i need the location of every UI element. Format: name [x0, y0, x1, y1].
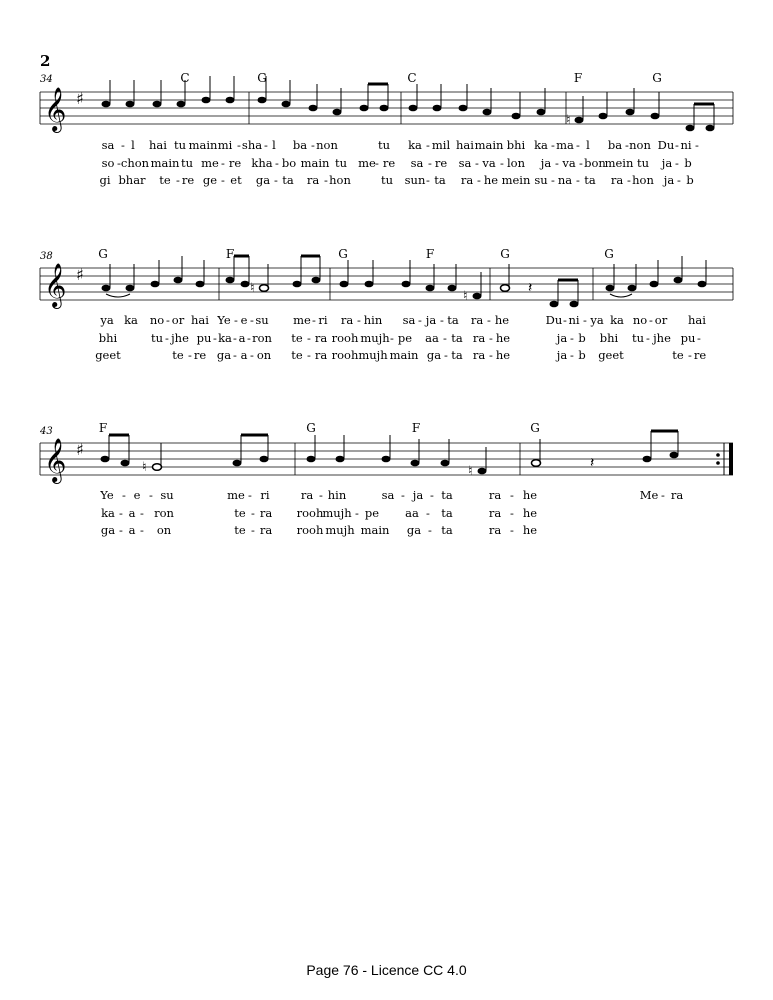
svg-text:𝄽: 𝄽: [528, 280, 533, 296]
lyric-syllable: mein: [604, 156, 634, 170]
lyric-syllable: ta: [441, 523, 453, 537]
lyric-syllable: bo: [281, 156, 297, 170]
lyric-syllable: -: [430, 488, 434, 502]
lyric-syllable: ni: [568, 313, 580, 327]
lyric-syllable: -: [324, 173, 328, 187]
lyric-syllable: va: [482, 156, 496, 170]
lyric-syllable: -: [426, 138, 430, 152]
lyric-syllable: -: [418, 313, 422, 327]
lyric-syllable: ja: [425, 313, 437, 327]
chord-symbol: G: [604, 247, 614, 261]
chord-symbol: F: [225, 247, 235, 261]
lyric-syllable: Ye: [100, 488, 114, 502]
lyric-syllable: hin: [327, 488, 347, 502]
lyric-syllable: bhar: [118, 173, 146, 187]
lyric-syllable: mujh: [360, 331, 390, 345]
lyric-syllable: ra: [340, 313, 354, 327]
lyric-syllable: he: [495, 348, 511, 362]
lyric-syllable: e: [240, 313, 248, 327]
lyric-syllable: -: [677, 173, 681, 187]
lyric-syllable: -: [440, 313, 444, 327]
lyric-syllable: sa: [402, 313, 416, 327]
lyric-syllable: so: [101, 156, 115, 170]
lyric-syllable: -: [583, 313, 587, 327]
lyric-syllable: -: [489, 331, 493, 345]
lyric-syllable: hai: [191, 313, 209, 327]
lyric-syllable: su: [160, 488, 174, 502]
lyric-syllable: or: [654, 313, 668, 327]
lyric-syllable: -: [149, 488, 153, 502]
chord-symbol: F: [411, 421, 421, 435]
chord-symbol: F: [573, 71, 583, 85]
lyric-syllable: -: [428, 523, 432, 537]
lyric-syllable: sa: [381, 488, 395, 502]
lyric-syllable: -: [551, 173, 555, 187]
svg-text:♮: ♮: [463, 289, 468, 304]
lyric-syllable: -: [250, 313, 254, 327]
lyric-syllable: b: [578, 348, 586, 362]
lyric-syllable: su: [255, 313, 269, 327]
lyric-syllable: -: [487, 313, 491, 327]
lyric-syllable: main: [188, 138, 218, 152]
lyric-syllable: kha: [251, 156, 273, 170]
lyric-syllable: -: [250, 348, 254, 362]
lyric-syllable: -: [176, 173, 180, 187]
lyric-syllable: geet: [95, 348, 121, 362]
lyric-syllable: ra: [488, 488, 502, 502]
lyric-syllable: pu: [196, 331, 212, 345]
lyric-syllable: ga: [406, 523, 422, 537]
lyric-syllable: ga: [426, 348, 442, 362]
lyric-syllable: -: [625, 138, 629, 152]
lyric-syllable: ra: [259, 523, 273, 537]
chord-symbol: G: [338, 247, 348, 261]
lyric-syllable: -: [140, 506, 144, 520]
chord-symbol: F: [425, 247, 435, 261]
lyric-syllable: mujh: [322, 506, 352, 520]
lyric-syllable: te: [172, 348, 184, 362]
lyric-syllable: -: [477, 173, 481, 187]
lyric-syllable: -: [579, 156, 583, 170]
lyric-syllable: main: [389, 348, 419, 362]
lyric-syllable: -: [510, 488, 514, 502]
lyric-syllable: ra: [300, 488, 314, 502]
lyric-syllable: -: [570, 331, 574, 345]
lyric-syllable: te: [291, 348, 303, 362]
lyric-syllable: rooh: [296, 523, 324, 537]
lyric-syllable: ra: [460, 173, 474, 187]
lyric-syllable: tu: [380, 173, 394, 187]
lyric-syllable: l: [272, 138, 276, 152]
sharp-icon: ♯: [76, 440, 84, 459]
lyric-syllable: he: [522, 506, 538, 520]
lyric-syllable: aa: [405, 506, 419, 520]
lyric-syllable: mein: [501, 173, 531, 187]
lyric-syllable: pe: [364, 506, 380, 520]
lyric-syllable: hon: [632, 173, 654, 187]
lyric-syllable: re: [181, 173, 195, 187]
lyric-syllable: -: [675, 138, 679, 152]
lyric-syllable: -: [551, 138, 555, 152]
treble-clef-icon: 𝄞: [44, 263, 67, 307]
lyric-syllable: ja: [661, 156, 673, 170]
lyric-syllable: sha: [241, 138, 263, 152]
lyric-syllable: -: [444, 348, 448, 362]
lyric-syllable: or: [171, 313, 185, 327]
lyric-syllable: hon: [329, 173, 351, 187]
lyric-syllable: non: [629, 138, 651, 152]
lyric-syllable: main: [150, 156, 180, 170]
lyric-syllable: mujh: [325, 523, 355, 537]
lyric-syllable: ra: [470, 313, 484, 327]
lyric-syllable: -: [275, 156, 279, 170]
lyric-syllable: te: [291, 331, 303, 345]
lyric-syllable: ge: [202, 173, 218, 187]
lyric-syllable: ri: [318, 313, 328, 327]
lyric-syllable: chon: [120, 156, 150, 170]
lyric-syllable: -: [555, 156, 559, 170]
lyric-syllable: -: [247, 331, 251, 345]
lyric-syllable: -: [221, 156, 225, 170]
lyric-syllable: pu: [680, 331, 696, 345]
lyric-syllable: on: [256, 348, 272, 362]
lyric-syllable: -: [500, 156, 504, 170]
lyric-syllable: ra: [472, 331, 486, 345]
lyric-syllable: -: [166, 313, 170, 327]
lyric-syllable: -: [188, 348, 192, 362]
lyric-syllable: ga: [255, 173, 271, 187]
lyric-syllable: bhi: [599, 331, 619, 345]
lyric-syllable: -: [576, 138, 580, 152]
lyric-syllable: na: [557, 173, 573, 187]
lyric-syllable: a: [128, 523, 136, 537]
lyric-syllable: ka: [610, 313, 624, 327]
lyric-syllable: -: [140, 523, 144, 537]
lyric-syllable: -: [251, 506, 255, 520]
lyric-syllable: ba: [607, 138, 623, 152]
lyric-syllable: et: [230, 173, 242, 187]
lyric-syllable: ra: [259, 506, 273, 520]
lyric-syllable: he: [494, 313, 510, 327]
lyric-syllable: ta: [441, 506, 453, 520]
lyric-syllable: ta: [447, 313, 459, 327]
lyric-syllable: ka: [124, 313, 138, 327]
lyric-syllable: ta: [584, 173, 596, 187]
lyric-syllable: mil: [431, 138, 451, 152]
lyric-syllable: lon: [506, 156, 526, 170]
sharp-icon: ♯: [76, 265, 84, 284]
lyric-syllable: he: [522, 523, 538, 537]
lyric-syllable: b: [578, 331, 586, 345]
lyric-syllable: e: [133, 488, 141, 502]
lyric-syllable: -: [234, 313, 238, 327]
lyric-syllable: main: [300, 156, 330, 170]
lyric-syllable: jhe: [653, 331, 671, 345]
lyric-syllable: re: [228, 156, 242, 170]
lyric-syllable: tu: [150, 331, 164, 345]
lyric-syllable: me: [227, 488, 245, 502]
lyric-syllable: -: [510, 523, 514, 537]
lyric-syllable: -: [221, 173, 225, 187]
lyric-syllable: -: [675, 156, 679, 170]
lyric-syllable: ra: [488, 506, 502, 520]
lyric-syllable: ta: [451, 331, 463, 345]
lyric-syllable: Du: [657, 138, 675, 152]
chord-symbol: G: [257, 71, 267, 85]
chord-symbol: G: [98, 247, 108, 261]
lyric-syllable: te: [234, 506, 246, 520]
lyric-syllable: ka: [534, 138, 548, 152]
lyric-syllable: -: [428, 156, 432, 170]
lyric-syllable: -: [117, 156, 121, 170]
lyric-syllable: ka: [218, 331, 232, 345]
page-number: 2: [40, 52, 51, 70]
lyric-syllable: -: [443, 331, 447, 345]
lyric-syllable: l: [586, 138, 590, 152]
lyric-syllable: -: [646, 331, 650, 345]
lyric-syllable: on: [156, 523, 172, 537]
svg-text:𝄽: 𝄽: [590, 455, 595, 471]
lyric-syllable: ra: [472, 348, 486, 362]
lyric-syllable: ta: [451, 348, 463, 362]
lyric-syllable: te: [234, 523, 246, 537]
lyric-syllable: Ye: [217, 313, 231, 327]
lyric-syllable: main: [360, 523, 390, 537]
lyric-syllable: -: [248, 488, 252, 502]
lyric-syllable: ta: [441, 488, 453, 502]
lyric-syllable: -: [213, 331, 217, 345]
lyric-syllable: ba: [292, 138, 308, 152]
lyric-syllable: ma: [556, 138, 574, 152]
lyric-syllable: tu: [636, 156, 650, 170]
lyric-syllable: hai: [456, 138, 474, 152]
lyric-syllable: b: [686, 173, 694, 187]
lyric-syllable: -: [251, 523, 255, 537]
lyric-syllable: ya: [100, 313, 114, 327]
lyric-syllable: b: [684, 156, 692, 170]
lyric-syllable: aa: [425, 331, 439, 345]
measure-number: 34: [40, 74, 53, 85]
sharp-icon: ♯: [76, 89, 84, 108]
lyric-syllable: ra: [670, 488, 684, 502]
lyric-syllable: ra: [314, 331, 328, 345]
chord-symbol: G: [306, 421, 316, 435]
lyric-syllable: -: [319, 488, 323, 502]
chord-symbol: C: [407, 71, 417, 85]
lyric-syllable: -: [237, 138, 241, 152]
lyric-syllable: ra: [314, 348, 328, 362]
lyric-syllable: re: [434, 156, 448, 170]
treble-clef-icon: 𝄞: [44, 87, 67, 131]
lyric-syllable: ni: [680, 138, 692, 152]
lyric-syllable: te: [159, 173, 171, 187]
lyric-syllable: bhi: [506, 138, 526, 152]
lyric-syllable: me: [293, 313, 311, 327]
lyric-syllable: mujh: [358, 348, 388, 362]
lyric-syllable: tu: [377, 138, 391, 152]
lyric-syllable: tu: [631, 331, 645, 345]
lyric-syllable: -: [390, 331, 394, 345]
lyric-syllable: mi: [217, 138, 233, 152]
lyric-syllable: ra: [610, 173, 624, 187]
lyric-syllable: non: [316, 138, 338, 152]
lyric-syllable: -: [649, 313, 653, 327]
lyric-syllable: -: [307, 348, 311, 362]
lyric-syllable: sa: [101, 138, 115, 152]
lyric-syllable: me: [358, 156, 376, 170]
svg-text:♮: ♮: [468, 464, 473, 479]
svg-text:♮: ♮: [142, 460, 147, 475]
svg-text:♮: ♮: [250, 281, 255, 296]
lyric-syllable: ron: [252, 331, 272, 345]
lyric-syllable: ja: [540, 156, 552, 170]
lyric-syllable: -: [510, 506, 514, 520]
lyric-syllable: ya: [590, 313, 604, 327]
lyric-syllable: su: [534, 173, 548, 187]
lyric-syllable: rooh: [296, 506, 324, 520]
svg-text:♮: ♮: [566, 113, 571, 128]
lyric-syllable: -: [375, 156, 379, 170]
lyric-syllable: a: [240, 348, 248, 362]
lyric-syllable: -: [165, 331, 169, 345]
lyric-syllable: hin: [363, 313, 383, 327]
lyric-syllable: -: [401, 488, 405, 502]
lyric-syllable: bon: [584, 156, 606, 170]
lyric-syllable: -: [307, 331, 311, 345]
chord-symbol: G: [652, 71, 662, 85]
lyric-syllable: -: [122, 488, 126, 502]
lyric-syllable: -: [688, 348, 692, 362]
lyric-syllable: tu: [334, 156, 348, 170]
chord-symbol: F: [98, 421, 108, 435]
lyric-syllable: no: [632, 313, 648, 327]
lyric-syllable: re: [382, 156, 396, 170]
lyric-syllable: ri: [260, 488, 270, 502]
lyric-syllable: jhe: [171, 331, 189, 345]
lyric-syllable: rooh: [331, 331, 359, 345]
lyric-syllable: -: [121, 138, 125, 152]
lyric-syllable: -: [489, 348, 493, 362]
lyric-syllable: ra: [306, 173, 320, 187]
lyric-syllable: ka: [101, 506, 115, 520]
lyric-syllable: ra: [488, 523, 502, 537]
lyric-syllable: -: [563, 313, 567, 327]
lyric-syllable: ga: [100, 523, 116, 537]
lyric-syllable: -: [475, 156, 479, 170]
lyric-syllable: -: [264, 138, 268, 152]
lyric-syllable: -: [570, 348, 574, 362]
lyric-syllable: tu: [173, 138, 187, 152]
lyric-syllable: -: [576, 173, 580, 187]
treble-clef-icon: 𝄞: [44, 438, 67, 482]
lyric-syllable: sa: [458, 156, 472, 170]
lyric-syllable: no: [149, 313, 165, 327]
lyric-syllable: sa: [410, 156, 424, 170]
lyric-syllable: he: [483, 173, 499, 187]
lyric-syllable: Du: [545, 313, 563, 327]
lyric-syllable: ta: [282, 173, 294, 187]
lyric-syllable: -: [627, 173, 631, 187]
lyric-syllable: re: [693, 348, 707, 362]
lyric-syllable: ga: [216, 348, 232, 362]
measure-number: 43: [40, 426, 53, 437]
lyric-syllable: ja: [556, 331, 568, 345]
lyric-syllable: -: [233, 348, 237, 362]
lyric-syllable: te: [672, 348, 684, 362]
lyric-syllable: ja: [412, 488, 424, 502]
lyric-syllable: ron: [154, 506, 174, 520]
lyric-syllable: a: [238, 331, 246, 345]
lyric-syllable: -: [355, 506, 359, 520]
lyric-syllable: ja: [556, 348, 568, 362]
lyric-syllable: bhi: [98, 331, 118, 345]
lyric-syllable: he: [522, 488, 538, 502]
lyric-syllable: hai: [688, 313, 706, 327]
lyric-syllable: gi: [99, 173, 111, 187]
chord-symbol: G: [530, 421, 540, 435]
lyric-syllable: re: [193, 348, 207, 362]
lyric-syllable: ka: [408, 138, 422, 152]
lyric-syllable: -: [233, 331, 237, 345]
lyric-syllable: sun: [404, 173, 426, 187]
lyric-syllable: main: [474, 138, 504, 152]
lyric-syllable: -: [661, 488, 665, 502]
lyric-syllable: -: [697, 331, 701, 345]
lyric-syllable: a: [128, 506, 136, 520]
lyric-syllable: l: [131, 138, 135, 152]
chord-symbol: C: [180, 71, 190, 85]
lyric-syllable: ta: [434, 173, 446, 187]
lyric-syllable: ja: [663, 173, 675, 187]
measure-number: 38: [40, 251, 53, 262]
lyric-syllable: -: [119, 523, 123, 537]
lyric-syllable: -: [426, 173, 430, 187]
notes: [101, 431, 679, 479]
lyric-syllable: he: [495, 331, 511, 345]
page-footer: Page 76 - Licence CC 4.0: [306, 962, 467, 978]
lyric-syllable: hai: [149, 138, 167, 152]
lyric-syllable: -: [695, 138, 699, 152]
lyric-syllable: -: [426, 506, 430, 520]
lyric-syllable: -: [357, 313, 361, 327]
lyric-syllable: -: [274, 173, 278, 187]
chord-symbol: G: [500, 247, 510, 261]
lyric-syllable: rooh: [331, 348, 359, 362]
lyric-syllable: tu: [180, 156, 194, 170]
lyric-syllable: -: [119, 506, 123, 520]
lyric-syllable: pe: [397, 331, 413, 345]
lyric-syllable: va: [562, 156, 576, 170]
lyric-syllable: Me: [639, 488, 659, 502]
lyric-syllable: me: [201, 156, 219, 170]
lyric-syllable: geet: [598, 348, 624, 362]
lyric-syllable: -: [312, 313, 316, 327]
lyric-syllable: -: [311, 138, 315, 152]
